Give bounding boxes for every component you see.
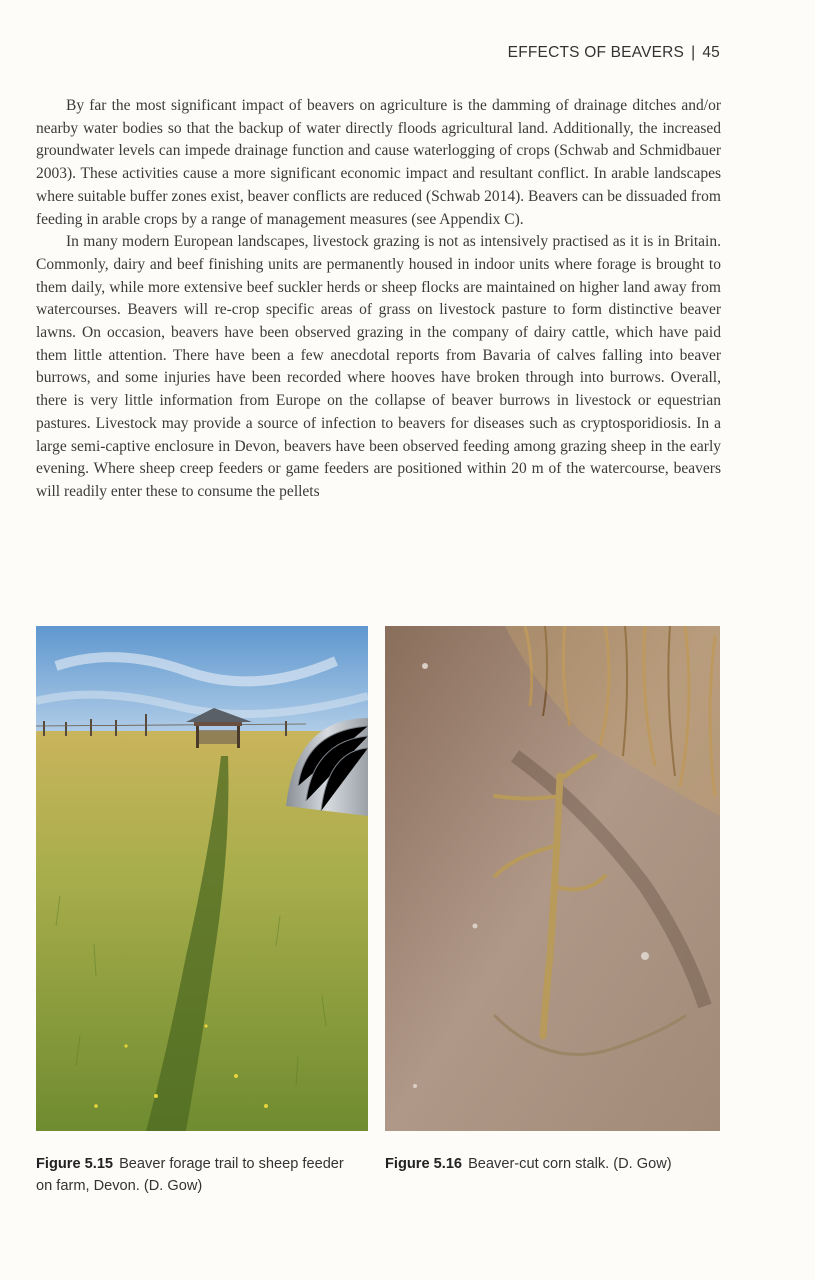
caption-text: Beaver-cut corn stalk. (D. Gow) xyxy=(468,1156,672,1172)
body-text xyxy=(36,95,721,504)
figure-label: Figure 5.16 xyxy=(385,1156,463,1172)
caption-text: Beaver forage trail to sheep feeder on farm, Devon. (D. Gow) xyxy=(36,1156,344,1194)
figure-5-15-caption xyxy=(36,1153,356,1197)
figure-5-16-photo xyxy=(385,626,720,1131)
paragraph: By far the most significant impact of beavers on agriculture is the damming of drainage ditches and/or nearby water bodies so that the backup of water directly floods agricultural land. Additionally, the increased groundwater levels can impede drainage function and cause waterlogging of crops (Schwab and Schmidbauer 2003). These activities cause a more significant economic impact and resultant conflict. In arable landscapes where suitable buffer zones exist, beaver conflicts are reduced (Schwab 2014). Beavers can be dissuaded from feeding in arable crops by a range of management measures (see Appendix C). xyxy=(36,97,721,228)
page-number: 45 xyxy=(702,44,720,61)
header-separator: | xyxy=(691,44,696,61)
figure-label: Figure 5.15 xyxy=(36,1156,114,1172)
running-header xyxy=(508,44,720,62)
section-title: EFFECTS OF BEAVERS xyxy=(507,44,685,61)
figure-5-15-photo xyxy=(36,626,368,1131)
paragraph: In many modern European landscapes, livestock grazing is not as intensively practised as it is in Britain. Commonly, dairy and beef finishing units are permanently housed in indoor units where forage is brought to them daily, while more extensive beef suckler herds or sheep flocks are maintained on higher land away from watercourses. Beavers will re-crop specific areas of grass on livestock pasture to form distinctive beaver lawns. On occasion, beavers have been observed grazing in the company of dairy cattle, which have paid them little attention. There have been a few anecdotal reports from Bavaria of calves falling into beaver burrows, and some injuries have been recorded where hooves have broken through into burrows. Overall, there is very little information from Europe on the collapse of beaver burrows in livestock or equestrian pastures. Livestock may provide a source of infection to beavers for diseases such as cryptosporidiosis. In a large semi-captive enclosure in Devon, beavers have been observed feeding among grazing sheep in the early evening. Where sheep creep feeders or game feeders are positioned within 20 m of the watercourse, beavers will readily enter these to consume the pellets xyxy=(36,233,721,500)
figure-5-16-caption xyxy=(385,1153,705,1175)
